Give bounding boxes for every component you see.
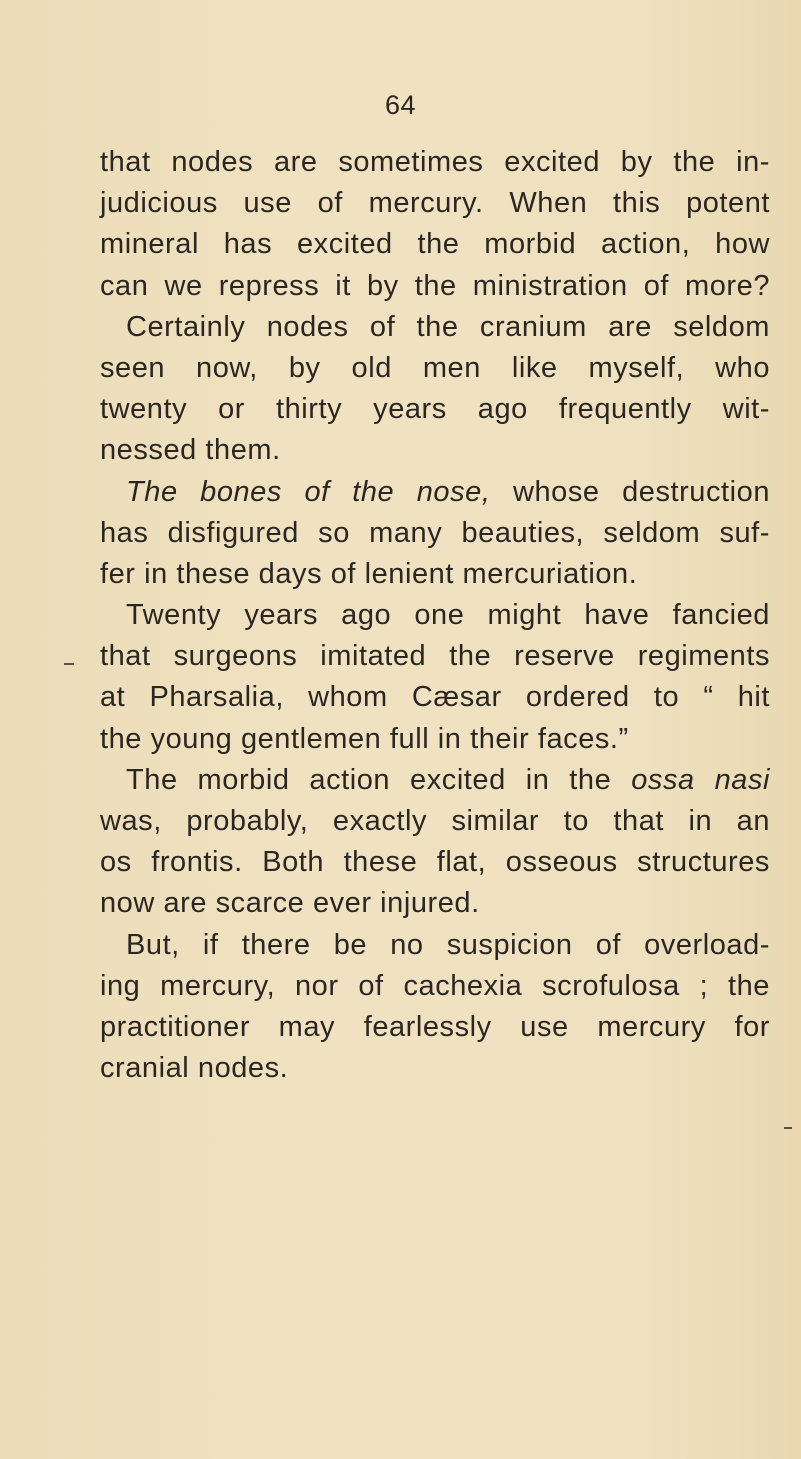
text-line: mineral has excited the morbid action, how: [100, 228, 770, 261]
text-line: seen now, by old men like myself, who: [100, 351, 770, 384]
text-line: [100, 472, 770, 513]
text-line: nessed them.: [100, 434, 281, 467]
text-line: at Pharsalia, whom Cæsar ordered to “ hit: [100, 681, 770, 714]
margin-mark: [64, 663, 74, 665]
text-line: os frontis. Both these flat, osseous structures: [100, 846, 770, 879]
margin-mark: [784, 1127, 792, 1129]
italic-phrase: ossa nasi: [631, 763, 771, 796]
page-number: 64: [384, 90, 417, 120]
text-line: [100, 760, 770, 801]
text-line: Certainly nodes of the cranium are seldom: [126, 310, 770, 343]
text-line: cranial nodes.: [100, 1052, 289, 1085]
text-line: can we repress it by the ministration of more?: [100, 269, 770, 302]
text-line: Twenty years ago one might have fancied: [126, 599, 770, 632]
text-line: ing mercury, nor of cachexia scrofulosa ; the: [100, 969, 770, 1002]
text-line: has disfigured so many beauties, seldom suf-: [100, 516, 770, 549]
text-line: But, if there be no suspicion of overload-: [126, 928, 770, 961]
text-line: fer in these days of lenient mercuriation.: [100, 557, 638, 590]
text-line: was, probably, exactly similar to that in an: [100, 805, 770, 837]
text-line: that nodes are sometimes excited by the in-: [100, 146, 770, 178]
text-line: now are scarce ever injured.: [100, 887, 480, 920]
text-line: practitioner may fearlessly use mercury for: [100, 1010, 770, 1043]
text-segment: whose destruction: [490, 475, 770, 508]
text-line: judicious use of mercury. When this potent: [100, 187, 770, 220]
text-segment: The morbid action excited in the: [126, 763, 632, 796]
text-line: the young gentlemen full in their faces.”: [100, 722, 629, 755]
italic-phrase: The bones of the nose,: [126, 475, 491, 508]
text-line: twenty or thirty years ago frequently wit-: [100, 393, 770, 426]
body-text: [100, 142, 770, 1089]
text-line: that surgeons imitated the reserve regiments: [100, 640, 770, 673]
